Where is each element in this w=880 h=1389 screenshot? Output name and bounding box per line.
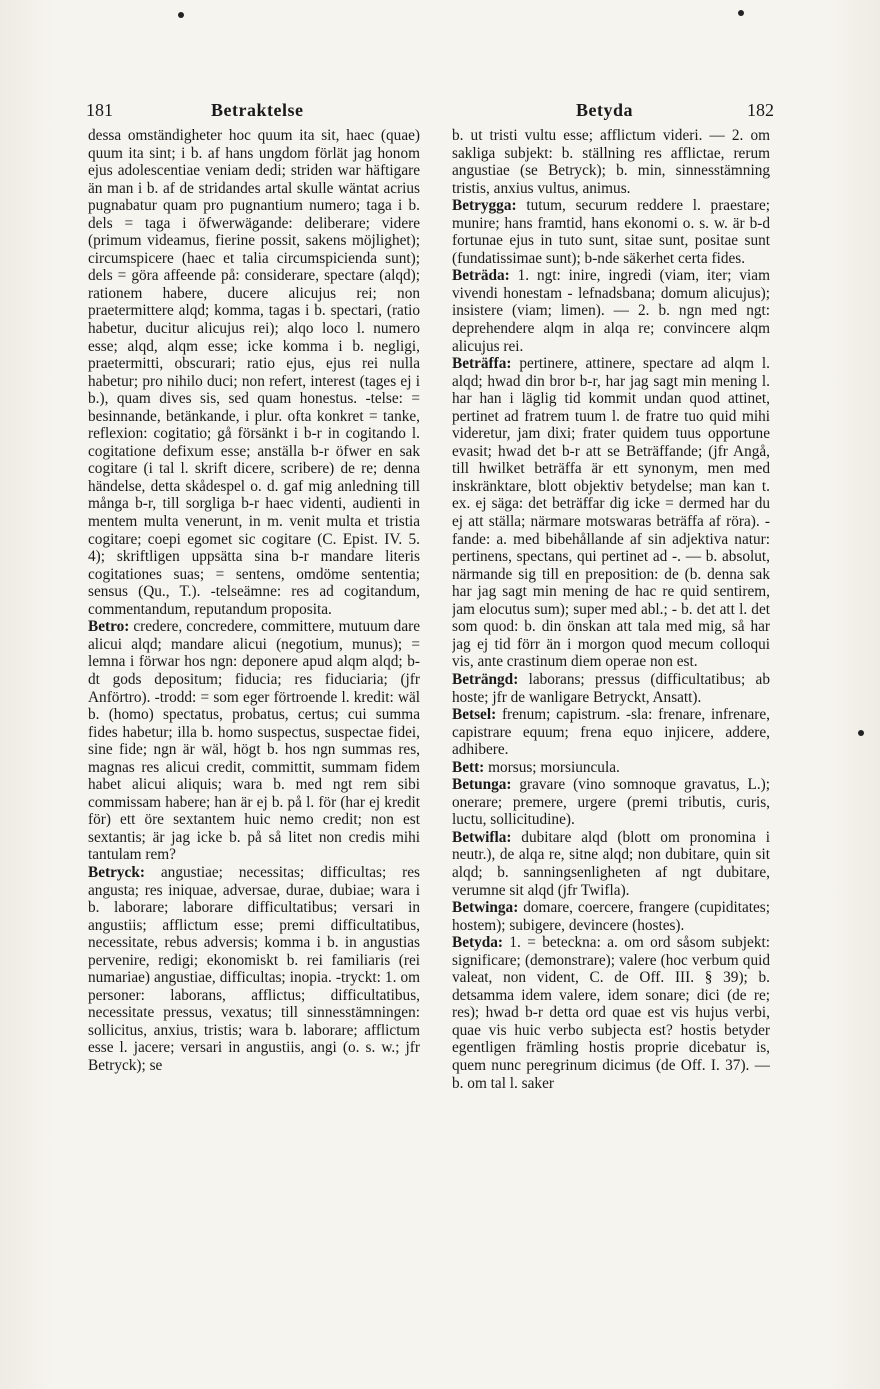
headword: Betrygga:	[452, 197, 517, 215]
running-title-left: Betraktelse	[211, 100, 304, 120]
headword: Betyda:	[452, 934, 503, 952]
page-number-left: 181	[86, 100, 113, 120]
entry-betraktelse-continued: dessa omständigheter hoc quum ita sit, haec (quae) quum ita sint; i b. af hans ungdom förlät jag honom ejus adolescentiae veniam dedi; striden war häftigare än man i b. af de stridandes artal skulle wäntat acrius pugnabatur quam pro pugnantium numero; taga i b. dels = taga i öfwerwägande: deliberare; videre (primum videamus, fierine possit, sakens möjlighet); circumspicere (haec et talia circumspicienda sunt); dels = göra affeende på: considerare, spectare (alqd); rationem habere, ducere alicujus rei; non praetermittere alqd; komma, tagas i b. spectari, (ratio habetur, ducitur alicujus rei); alqo loco l. numero esse; alqd, alqm esse; icke komma i b. negligi, praetermitti, obscurari; ratio ejus, ejus rei nulla habetur; pro nihilo duci; non refert, interest (tages ej i b.), quam dives sis, sed quam honestus. -telse: = besinnande, betänkande, i plur. ofta konkret = tanke, reflexion: cogitatio; gå försänkt i b-r in cogitando l. cogitatione defixum esse; anställa b-r öfwer en sak cogitare (i tal l. skrift dicere, scribere) de re; denna händelse, detta skådespel o. d. gaf mig anledning till många b-r, till sorgliga b-r haec videnti, audienti in mentem multa venerunt, in m. venit multa et tristia cogitare; coepi egomet sic cogitare (C. Epist. IV. 5. 4); skriftligen uppsätta sina b-r mandare literis cogitationes suas; = sentens, omdöme sententia; sensus (Qu., T.). -telseämne: res ad cogitandum, commentandum, reputandum proposita.	[88, 127, 420, 618]
headword: Beträffa:	[452, 355, 512, 373]
binding-hole-right	[738, 10, 744, 16]
entry-betyda: Betyda: 1. = beteckna: a. om ord såsom subjekt: significare; (demonstrare); valere (hoc verbum quid valeat, non vident, C. de Off. III. § 39); b. detsamma idem valere, idem sonare; dici (de re; res); hwad b-r detta ord quae est vis hujus verbi, quae vis huic verbo subjecta est? hostis betyder egentligen främling hostis proprie dicebatur is, quem nunc peregrinum dicimus (de Off. I. 37). — b. om tal l. saker	[452, 934, 770, 1092]
entry-betrada: Beträda: 1. ngt: inire, ingredi (viam, iter; viam vivendi honestam - lefnadsbana; domum alicujus); insistere (viam; limen). — 2. b. ngn med ngt: deprehendere alqm in alqa re; convincere alqm alicujus rei.	[452, 267, 770, 355]
headword: Betwifla:	[452, 828, 512, 846]
headword: Beträda:	[452, 267, 510, 285]
entry-betryck-continued: b. ut tristi vultu esse; afflictum videri. — 2. om sakliga subjekt: b. ställning res afflictae, rerum angustiae (se Betryck); b. min, sinnesstämning tristis, anxius vultus, animus.	[452, 127, 770, 197]
entry-betryck: Betryck: angustiae; necessitas; difficultas; res angusta; res iniquae, adversae, durae, dubiae; wara i b. laborare; laborare difficultatibus; versari in angustiis; afflictum esse; premi difficultatibus, necessitate, rebus adversis; komma i b. in angustias pervenire, redigi; ekonomiskt b. rei familiaris (rei numariae) angustiae, difficultas; inopia. -tryckt: 1. om personer: laborans, afflictus; difficultatibus, necessitate pressus, vexatus; till sinnesstämningen: sollicitus, anxius, tristis; wara b. laborare; afflictum esse l. jacere; versari in angustiis, angi (o. s. w.; jfr Betryck); se	[88, 863, 420, 1074]
page-number-right: 182	[747, 100, 774, 120]
headword: Betunga:	[452, 776, 512, 794]
headword: Betsel:	[452, 706, 497, 724]
entry-betwinga: Betwinga: domare, coercere, frangere (cupiditates; hostem); subigere, devincere (hostes).	[452, 899, 770, 934]
headword: Betwinga:	[452, 899, 519, 917]
entry-betraffa: Beträffa: pertinere, attinere, spectare ad alqm l. alqd; hwad din bror b-r, har jag sagt min mening l. har han i läglig tid kommit undan quod attinet, pertinet ad fratrem tuum l. de fratre tuo quid mihi videretur, jam dixi; frater quidem tuus opportune evasit; hwad det b-r att se Beträffande; (jfr Angå, till hwilket beträffa är ett synonym, men med inskränktare, blott objektiv betydelse; man kan t. ex. ej säga: det beträffar dig icke = dermed har du ej att ställa; närmare motswaras beträffa af röra). -fande: a. med bibehållande af sin adjektiva natur: pertinens, spectans, qui pertinet ad -. — b. absolut, närmande sig till en preposition: de (b. denna sak har jag sagt min mening de hac re quid sentirem, jam elocutus sum); super med abl.; - b. det att l. det som quod: b. din önskan att tala med mig, så har jag ej tid förr än i morgon quod mecum colloqui vis, ante crastinum diem operae non est.	[452, 355, 770, 671]
entry-betunga: Betunga: gravare (vino somnoque gravatus, L.); onerare; premere, urgere (premi tributis, curis, luctu, sollicitudine).	[452, 776, 770, 829]
headword: Betryck:	[88, 863, 145, 881]
entry-betro: Betro: credere, concredere, committere, mutuum dare alicui alqd; mandare alicui (negotium, munus); = lemna i förwar hos ngn: deponere apud alqm alqd; b-dt gods depositum; fiducia; res fiduciaria; (jfr Anförtro). -trodd: = som eger förtroende l. kredit: wäl b. (homo) spectatus, probatus, certus; cui summa fides habetur; illa b. homo suspectus, suspectae fidei, sine fide; ngn är wäl, högt b. hos ngn summas res, magnas res alicui credit, committit, summam fidem habet alicui aliquis; wara b. med ngt rem sibi commissam habere; han är ej b. på l. för (har ej kredit för) ett öre sextantem huic nemo credit; non est sextantis; är jag icke b. på så litet non credis mihi tantulam rem?	[88, 618, 420, 864]
headword: Betro:	[88, 618, 130, 636]
headword: Beträngd:	[452, 670, 519, 688]
headword: Bett:	[452, 758, 485, 776]
running-title-right: Betyda	[576, 100, 633, 120]
margin-dot-right	[858, 730, 864, 736]
entry-betrangd: Beträngd: laborans; pressus (difficultatibus; ab hoste; jfr de wanligare Betryckt, Ansatt).	[452, 670, 770, 706]
entry-betrygga: Betrygga: tutum, securum reddere l. praestare; munire; hans framtid, hans ekonomi o. s. w. är b-d fortunae ejus in tuto sunt, sitae sunt, positae sunt (fundatissimae sunt); b-nde säkerhet certa fides.	[452, 197, 770, 267]
entry-betsel: Betsel: frenum; capistrum. -sla: frenare, infrenare, capistrare equum; frena equo injicere, addere, adhibere.	[452, 706, 770, 759]
entry-betwifla: Betwifla: dubitare alqd (blott om pronomina i neutr.), de alqa re, sitne alqd; non dubitare, quin sit alqd; b. sanningsenligheten af ngt dubitare, verumne sit alqd (jfr Twifla).	[452, 828, 770, 899]
binding-hole-left	[178, 12, 184, 18]
entry-bett: Bett: morsus; morsiuncula.	[452, 758, 620, 776]
running-header	[86, 100, 774, 124]
left-column	[88, 127, 420, 1292]
right-column	[452, 127, 770, 1272]
